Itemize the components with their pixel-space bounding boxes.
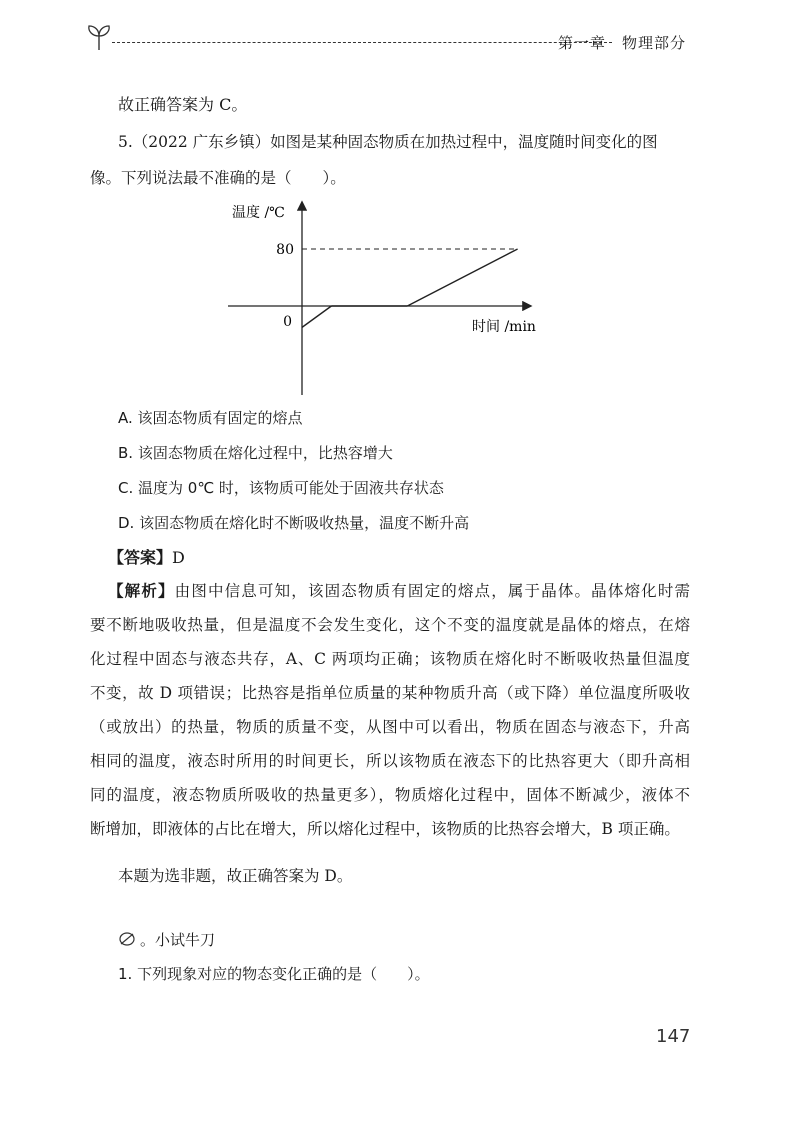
seed-icon: [118, 931, 136, 947]
answer-line: [108, 548, 185, 568]
answer-label: 【答案】: [108, 548, 173, 567]
analysis-line: 要不断地吸收热量，但是温度不会发生变化，这个不变的温度就是晶体的熔点，在熔: [90, 616, 690, 634]
analysis-conclusion: 本题为选非题，故正确答案为 D。: [118, 867, 353, 885]
practice-title: 小试牛刀: [155, 931, 216, 949]
analysis-line: 由图中信息可知，该固态物质有固定的熔点，属于晶体。晶体熔化时需: [174, 582, 690, 600]
page-header: [86, 22, 686, 54]
x-axis-label: 时间 /min: [472, 319, 536, 335]
question-line-2: 像。下列说法最不准确的是（ ）。: [90, 169, 346, 187]
option-a: A. 该固态物质有固定的熔点: [118, 409, 303, 427]
series-line-1: [302, 306, 331, 327]
series-line-3: [407, 249, 517, 306]
option-d: D. 该固态物质在熔化时不断吸收热量，温度不断升高: [118, 514, 470, 532]
page-number: 147: [656, 1026, 691, 1047]
origin-label: 0: [283, 314, 292, 330]
chapter-title: 第一章 物理部分: [557, 34, 686, 52]
analysis-line: 断增加，即液体的占比在增大，所以熔化过程中，该物质的比热容会增大，B 项正确。: [90, 820, 680, 838]
analysis-line: 同的温度，液态物质所吸收的热量更多），物质熔化过程中，固体不断减少，液体不: [90, 786, 690, 804]
analysis-label: 【解析】: [108, 582, 175, 600]
temperature-time-chart: [220, 195, 560, 405]
analysis-block: [90, 574, 690, 846]
practice-heading: 。小试牛刀: [118, 930, 215, 950]
option-b: B. 该固态物质在熔化过程中，比热容增大: [118, 444, 393, 462]
header-rule: [112, 42, 612, 43]
sprout-icon: [86, 22, 112, 52]
y-tick-label: 80: [276, 242, 294, 258]
question-line-1: 5.（2022 广东乡镇）如图是某种固态物质在加热过程中，温度随时间变化的图: [118, 133, 658, 151]
analysis-line: 化过程中固态与液态共存，A、C 两项均正确；该物质在熔化时不断吸收热量但温度: [90, 650, 690, 668]
answer-value: D: [172, 548, 185, 567]
analysis-line: 相同的温度，液态时所用的时间更长，所以该物质在液态下的比热容更大（即升高相: [90, 752, 690, 770]
practice-question: 1. 下列现象对应的物态变化正确的是（ ）。: [118, 965, 430, 983]
previous-answer: 故正确答案为 C。: [118, 95, 248, 114]
y-axis-label: 温度 /℃: [232, 205, 285, 221]
analysis-line: 不变，故 D 项错误；比热容是指单位质量的某种物质升高（或下降）单位温度所吸收: [90, 684, 690, 702]
analysis-line: （或放出）的热量，物质的质量不变，从图中可以看出，物质在固态与液态下，升高: [90, 718, 690, 736]
option-c: C. 温度为 0℃ 时，该物质可能处于固液共存状态: [118, 479, 444, 497]
